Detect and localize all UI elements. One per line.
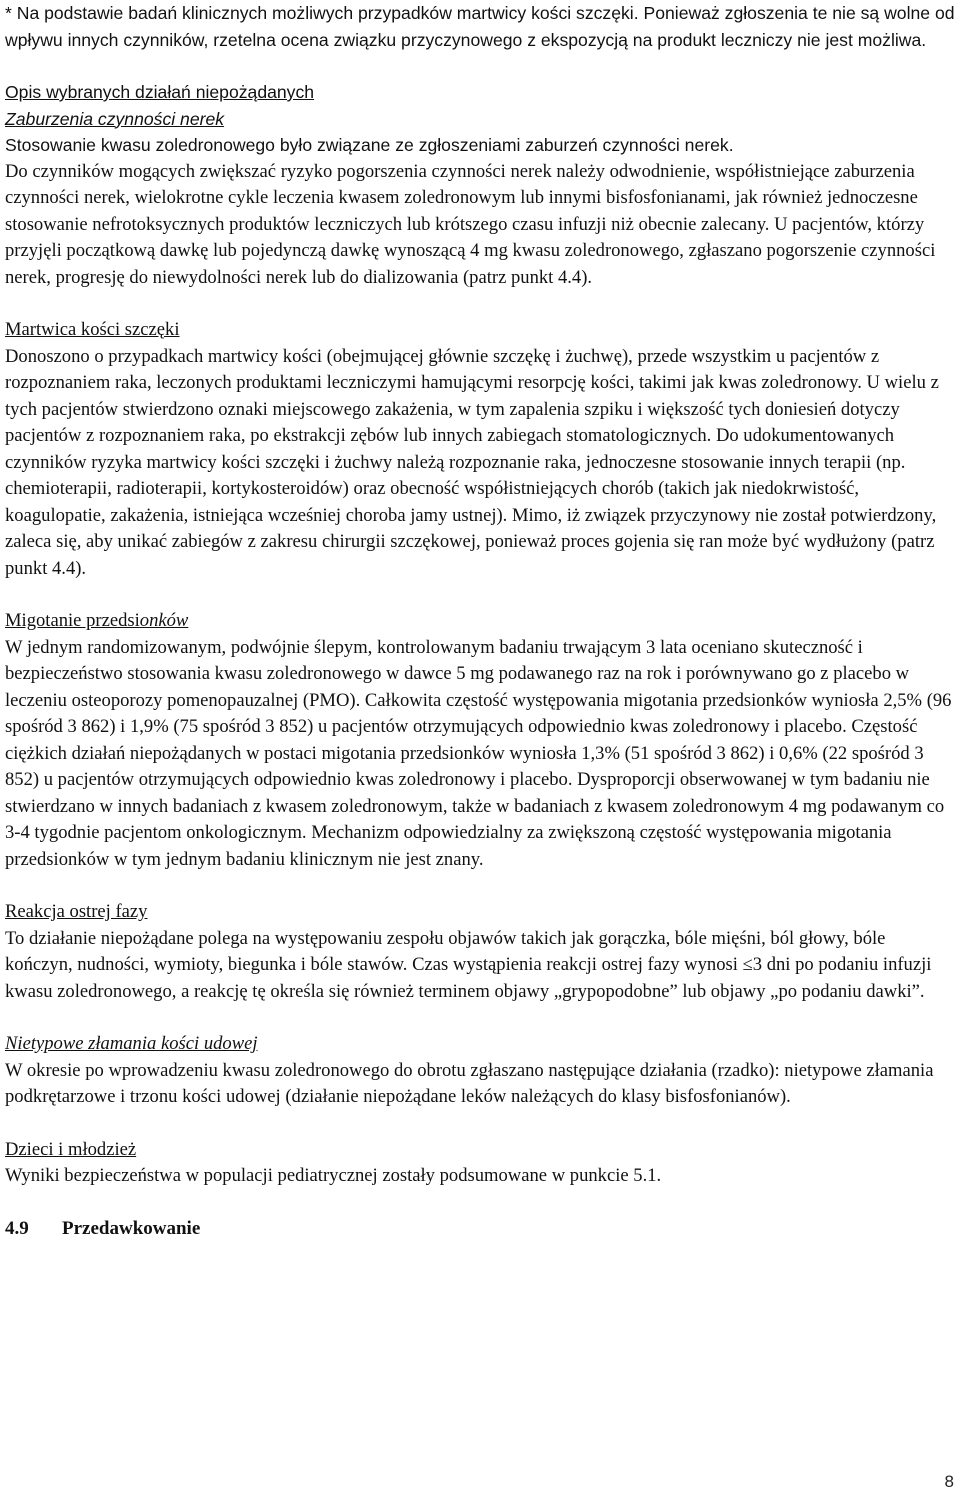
spacer bbox=[5, 53, 957, 79]
spacer bbox=[5, 1190, 957, 1216]
spacer bbox=[5, 873, 957, 899]
section-title: Przedawkowanie bbox=[62, 1217, 201, 1239]
atypical-fracture-heading: Nietypowe złamania kości udowej bbox=[5, 1033, 258, 1054]
afib-paragraph: W jednym randomizowanym, podwójnie ślepym, kontrolowanym badaniu trwającym 3 lata oceniano skuteczność i bezpieczeństwo stosowania kwasu zoledronowego w dawce 5 mg podawanego raz na rok i porównywano go z placebo w leczeniu osteoporozy pomenopauzalnej (PMO). Całkowita częstość występowania migotania przedsionków wyniosła 2,5% (96 spośród 3 862) i 1,9% (75 spośród 3 852) u pacjentów otrzymujących odpowiednio kwas zoledronowy i placebo. Częstość ciężkich działań niepożądanych w postaci migotania przedsionków wyniosła 1,3% (51 spośród 3 862) i 0,6% (22 spośród 3 852) u pacjentów otrzymujących odpowiednio kwas zoledronowy i placebo. Dysproporcji obserwowanej w tym badaniu nie stwierdzano w innych badaniach z kwasem zoledronowym, także w badaniach z kwasem zoledronowym 4 mg podawanym co 3-4 tygodnie pacjentom onkologicznym. Mechanizm odpowiedzialny za zwiększoną częstość występowania migotania przedsionków w tym jednym badaniu klinicznym nie jest znany. bbox=[5, 636, 952, 870]
section-heading-overdose bbox=[5, 1216, 957, 1243]
spacer bbox=[5, 1005, 957, 1031]
section-number: 4.9 bbox=[5, 1217, 29, 1239]
section-subtitle: Opis wybranych działań niepożądanych bbox=[5, 82, 315, 102]
children-heading: Dzieci i młodzież bbox=[5, 1138, 137, 1160]
atypical-fracture-paragraph: W okresie po wprowadzeniu kwasu zoledronowego do obrotu zgłaszano następujące działania (rzadko): nietypowe złamania podkrętarzowe i trzonu kości udowej (działanie niepożądane leków należących do klasy bisfosfonianów). bbox=[5, 1059, 934, 1107]
spacer bbox=[5, 1111, 957, 1137]
document-page bbox=[5, 0, 957, 1242]
kidney-paragraph: Do czynników mogących zwiększać ryzyko pogorszenia czynności nerek należy odwodnienie, współistniejące zaburzenia czynności nerek, wielokrotne cykle leczenia kwasem zoledronowym lub innymi bisfosfonianami, jak również jednoczesne stosowanie nefrotoksycznych produktów leczniczych lub krótszego czasu infuzji niż obecnie zalecany. U pacjentów, którzy przyjęli początkową dawkę lub pojedynczą dawkę wynoszącą 4 mg kwasu zoledronowego, zgłaszano pogorszenie czynności nerek, progresję do niewydolności nerek lub do dializowania (patrz punkt 4.4). bbox=[5, 160, 936, 288]
afib-heading-normal: Migotanie przedsi bbox=[5, 610, 140, 631]
acute-phase-heading: Reakcja ostrej fazy bbox=[5, 901, 148, 922]
spacer bbox=[5, 291, 957, 317]
children-paragraph: Wyniki bezpieczeństwa w populacji pediatrycznej zostały podsumowane w punkcie 5.1. bbox=[5, 1165, 662, 1186]
page-number: 8 bbox=[944, 1472, 954, 1491]
osteonecrosis-paragraph: Donoszono o przypadkach martwicy kości (obejmującej głównie szczękę i żuchwę), przede wszystkim u pacjentów z rozpoznaniem raka, leczonych produktami leczniczymi hamującymi resorpcję kości, takimi jak kwas zoledronowy. U wielu z tych pacjentów stwierdzono oznaki miejscowego zakażenia, w tym zapalenia szpiku i większość tych doniesień dotyczy pacjentów z rozpoznaniem raka, po ekstrakcji zębów lub innych zabiegach stomatologicznych. Do udokumentowanych czynników ryzyka martwicy kości szczęki i żuchwy należą rozpoznanie raka, jednoczesne stosowanie innych terapii (np. chemioterapii, radioterapii, kortykosteroidów) oraz obecność współistniejących chorób (takich jak niedokrwistość, koagulopatie, zakażenia, istniejąca wcześniej choroba jamy ustnej). Mimo, iż związek przyczynowy nie został potwierdzony, zaleca się, aby unikać zabiegów z zakresu chirurgii szczękowej, ponieważ proces gojenia się ran może być wydłużony (patrz punkt 4.4). bbox=[5, 345, 939, 579]
osteonecrosis-heading: Martwica kości szczęki bbox=[5, 319, 180, 340]
acute-phase-paragraph: To działanie niepożądane polega na występowaniu zespołu objawów takich jak gorączka, bóle mięśni, ból głowy, bóle kończyn, nudności, wymioty, biegunka i bóle stawów. Czas wystąpienia reakcji ostrej fazy wynosi ≤3 dni po podaniu infuzji kwasu zoledronowego, a reakcję tę określa się również terminem objawy „grypopodobne” lub objawy „po podaniu dawki”. bbox=[5, 927, 932, 1002]
spacer bbox=[5, 582, 957, 608]
afib-heading bbox=[5, 608, 957, 635]
kidney-heading: Zaburzenia czynności nerek bbox=[5, 108, 225, 129]
kidney-intro: Stosowanie kwasu zoledronowego było związane ze zgłoszeniami zaburzeń czynności nerek. bbox=[5, 135, 734, 155]
footnote: * Na podstawie badań klinicznych możliwych przypadków martwicy kości szczęki. Ponieważ zgłoszenia te nie są wolne od wpływu innych czynników, rzetelna ocena związku przyczynowego z ekspozycją na produkt leczniczy nie jest możliwa. bbox=[5, 3, 955, 50]
afib-heading-italic: onków bbox=[139, 610, 189, 631]
